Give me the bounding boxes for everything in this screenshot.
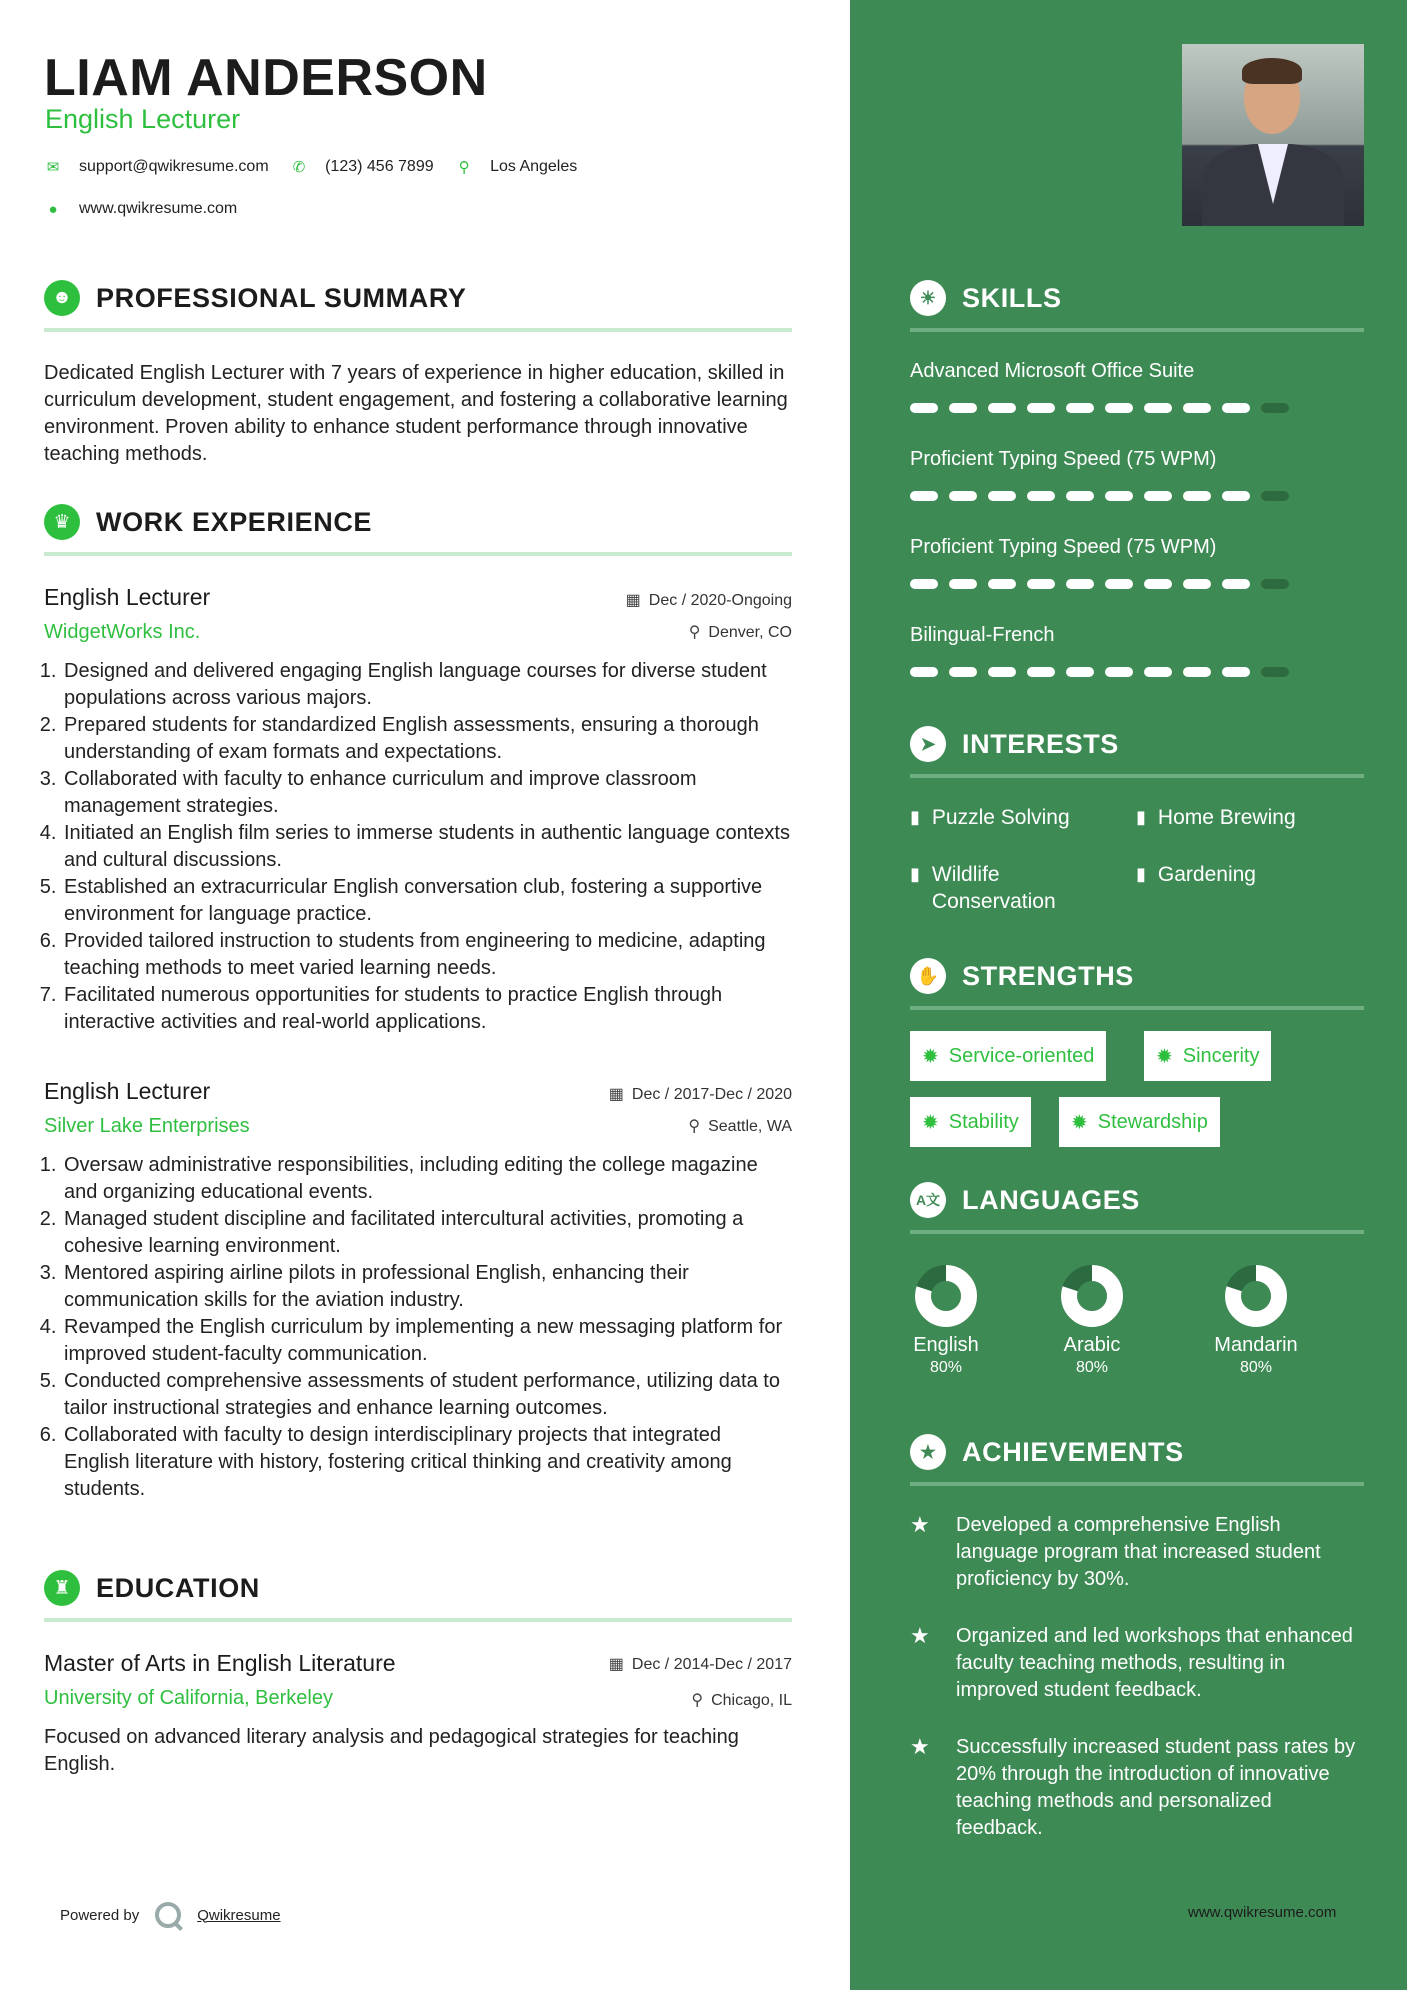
- skill-dash: [1027, 491, 1055, 501]
- interest-item: ▮ Wildlife Conservation: [910, 863, 1056, 913]
- contact-row: [45, 158, 805, 177]
- achievement-text: Successfully increased student pass rates by 20% through the introduction of innovative teaching methods and personalized feedback.: [956, 1736, 1356, 1839]
- skill-dash: [988, 667, 1016, 677]
- list-item: 5. Established an extracurricular English conversation club, fostering a supportive environment for language practice.: [62, 874, 792, 928]
- list-item: 2. Prepared students for standardized English assessments, ensuring a thorough understanding of exam formats and expectations.: [62, 712, 792, 766]
- skill-item: [910, 448, 1364, 536]
- skill-dash: [1261, 491, 1289, 501]
- skill-dash: [1027, 403, 1055, 413]
- summary-section: [44, 276, 792, 468]
- contact-website[interactable]: [45, 200, 237, 218]
- envelope-icon: ✉: [46, 159, 60, 176]
- user-icon: ☻: [44, 280, 80, 316]
- candidate-name: LIAM ANDERSON: [44, 49, 488, 107]
- language-percent: 80%: [1239, 1359, 1273, 1376]
- skill-level-bar: [910, 491, 1364, 501]
- language-name: Arabic: [1063, 1334, 1121, 1356]
- divider: [910, 1006, 1364, 1010]
- book-icon: ▮: [1136, 864, 1146, 884]
- skill-name: Proficient Typing Speed (75 WPM): [910, 536, 1217, 558]
- skill-dash: [1027, 667, 1055, 677]
- job-company: Silver Lake Enterprises: [44, 1115, 250, 1137]
- sidebar: [850, 0, 1407, 1990]
- languages-title: LANGUAGES: [962, 1184, 1140, 1215]
- paper-plane-icon: ➤: [910, 726, 946, 762]
- skill-dash: [1066, 667, 1094, 677]
- calendar-icon: ▦: [625, 592, 641, 609]
- job-location: ⚲ Seattle, WA: [688, 1118, 792, 1135]
- skill-dash: [1183, 579, 1211, 589]
- pin-icon: ⚲: [691, 1692, 704, 1709]
- skill-item: [910, 624, 1364, 712]
- interest-item: ▮ Puzzle Solving: [910, 806, 1070, 829]
- skill-name: Proficient Typing Speed (75 WPM): [910, 448, 1217, 470]
- shooting-star-icon: ★: [910, 1734, 930, 1759]
- divider: [910, 774, 1364, 778]
- language-name: English: [913, 1334, 979, 1356]
- skill-level-bar: [910, 579, 1364, 589]
- brand-link[interactable]: Qwikresume: [197, 1906, 281, 1924]
- summary-text: Dedicated English Lecturer with 7 years of experience in higher education, skilled in curriculum development, student engagement, and fostering a collaborative learning environment. Proven ability to enhance student performance through innovative teaching methods.: [44, 362, 788, 465]
- education-location: ⚲ Chicago, IL: [691, 1692, 792, 1709]
- experience-title: WORK EXPERIENCE: [96, 506, 373, 537]
- skill-dash: [1066, 579, 1094, 589]
- shooting-star-icon: ★: [910, 1512, 930, 1537]
- map-pin-icon: ⚲: [458, 159, 470, 176]
- skill-dash: [1183, 403, 1211, 413]
- list-item: 6. Provided tailored instruction to students from engineering to medicine, adapting teaching methods to meet varied learning needs.: [62, 928, 792, 982]
- achievement-text: Developed a comprehensive English language program that increased student proficiency by 30%.: [956, 1514, 1321, 1590]
- job-title: English Lecturer: [44, 584, 211, 610]
- globe-icon: ●: [48, 200, 58, 218]
- job-date: ▦ Dec / 2020-Ongoing: [625, 592, 792, 609]
- list-item: 3. Collaborated with faculty to enhance curriculum and improve classroom management strategies.: [62, 766, 792, 820]
- graduation-icon: ♜: [44, 1570, 80, 1606]
- job-title: English Lecturer: [44, 1078, 211, 1104]
- shooting-star-icon: ★: [910, 1623, 930, 1648]
- experience-section: [44, 500, 792, 1503]
- badge-icon: ✹: [1156, 1045, 1173, 1068]
- skill-dash: [1105, 491, 1133, 501]
- skill-dash: [1066, 403, 1094, 413]
- language-percent: 80%: [929, 1359, 963, 1376]
- divider: [44, 1618, 792, 1622]
- strength-tag: ✹ Service-oriented: [910, 1031, 1106, 1081]
- contact-email[interactable]: [45, 158, 269, 176]
- list-item: 7. Facilitated numerous opportunities for students to practice English through interactive activities and real-world applications.: [62, 982, 792, 1036]
- interest-item: ▮ Home Brewing: [1136, 806, 1296, 829]
- list-item: 2. Managed student discipline and facilitated intercultural activities, promoting a cohesive learning environment.: [62, 1206, 792, 1260]
- email-text: support@qwikresume.com: [79, 158, 269, 175]
- badge-icon: ✹: [922, 1045, 939, 1068]
- skill-name: Bilingual-French: [910, 624, 1055, 646]
- interest-item: ▮ Gardening: [1136, 863, 1256, 886]
- skill-dash: [949, 667, 977, 677]
- powered-by-text: Powered by: [60, 1906, 140, 1924]
- skill-dash: [988, 579, 1016, 589]
- skill-dash: [910, 579, 938, 589]
- location-text: Los Angeles: [490, 158, 578, 175]
- skill-dash: [988, 491, 1016, 501]
- badge-icon: ✹: [1071, 1111, 1088, 1134]
- skill-dash: [1144, 667, 1172, 677]
- skill-dash: [1144, 579, 1172, 589]
- job-bullets: [44, 1152, 792, 1503]
- skill-level-bar: [910, 403, 1364, 413]
- skill-dash: [1144, 403, 1172, 413]
- education-entry: [44, 1650, 792, 1778]
- skill-dash: [1144, 491, 1172, 501]
- powered-by: [60, 1902, 281, 1928]
- language-item: [1201, 1264, 1311, 1377]
- skills-list: [910, 360, 1364, 712]
- list-item: 5. Conducted comprehensive assessments of student performance, utilizing data to tailor instructional strategies and enhance learning outcomes.: [62, 1368, 792, 1422]
- language-icon: A文: [910, 1182, 946, 1218]
- job-company: WidgetWorks Inc.: [44, 621, 201, 643]
- phone-text: (123) 456 7899: [325, 158, 434, 175]
- job-bullets: [44, 658, 792, 1036]
- profile-photo: [1182, 44, 1364, 226]
- achievement-item: [910, 1512, 1364, 1593]
- candidate-role: English Lecturer: [45, 104, 241, 134]
- skill-dash: [1183, 491, 1211, 501]
- education-title: EDUCATION: [96, 1572, 260, 1603]
- skill-dash: [1222, 403, 1250, 413]
- skill-item: [910, 360, 1364, 448]
- skill-dash: [1105, 667, 1133, 677]
- skill-level-bar: [910, 667, 1364, 677]
- chair-icon: ♛: [44, 504, 80, 540]
- divider: [44, 328, 792, 332]
- achievements-title: ACHIEVEMENTS: [962, 1436, 1184, 1467]
- education-section: [44, 1566, 792, 1778]
- strength-tag: ✹ Sincerity: [1144, 1031, 1271, 1081]
- skill-dash: [910, 491, 938, 501]
- skill-dash: [1222, 579, 1250, 589]
- website-text: www.qwikresume.com: [79, 200, 238, 217]
- book-icon: ▮: [910, 807, 920, 827]
- skill-dash: [910, 667, 938, 677]
- language-donut: [914, 1264, 978, 1328]
- strengths-title: STRENGTHS: [962, 960, 1134, 991]
- education-date: ▦ Dec / 2014-Dec / 2017: [608, 1656, 792, 1673]
- language-donut: [1224, 1264, 1288, 1328]
- strengths-section: [910, 954, 1364, 1010]
- strength-tag: ✹ Stewardship: [1059, 1097, 1220, 1147]
- school: University of California, Berkeley: [44, 1687, 333, 1709]
- star-badge-icon: ★: [910, 1434, 946, 1470]
- interests-section: [910, 722, 1364, 778]
- divider: [44, 552, 792, 556]
- skill-item: [910, 536, 1364, 624]
- phone-icon: ✆: [292, 159, 306, 176]
- book-icon: ▮: [1136, 807, 1146, 827]
- skill-dash: [910, 403, 938, 413]
- calendar-icon: ▦: [608, 1656, 624, 1673]
- skill-name: Advanced Microsoft Office Suite: [910, 360, 1195, 382]
- skill-dash: [1105, 403, 1133, 413]
- qwikresume-logo-icon: [155, 1902, 181, 1928]
- degree: Master of Arts in English Literature: [44, 1650, 396, 1676]
- achievement-text: Organized and led workshops that enhanced faculty teaching methods, resulting in improved student feedback.: [956, 1625, 1353, 1701]
- list-item: 1. Oversaw administrative responsibilities, including editing the college magazine and organizing educational events.: [62, 1152, 792, 1206]
- achievements-section: [910, 1430, 1364, 1486]
- skill-dash: [1222, 667, 1250, 677]
- job-location: ⚲ Denver, CO: [688, 624, 792, 641]
- footer-site[interactable]: www.qwikresume.com: [1188, 1904, 1337, 1921]
- skill-dash: [949, 403, 977, 413]
- job-entry: [44, 1078, 792, 1503]
- calendar-icon: ▦: [608, 1086, 624, 1103]
- achievement-item: [910, 1623, 1364, 1704]
- contact-location: [456, 158, 577, 176]
- achievement-item: [910, 1734, 1364, 1842]
- skill-dash: [1027, 579, 1055, 589]
- skills-section: [910, 276, 1364, 712]
- list-item: 3. Mentored aspiring airline pilots in professional English, enhancing their communication skills for the aviation industry.: [62, 1260, 792, 1314]
- skill-dash: [1261, 403, 1289, 413]
- job-date: ▦ Dec / 2017-Dec / 2020: [608, 1086, 792, 1103]
- pin-icon: ⚲: [688, 1118, 701, 1135]
- skill-dash: [988, 403, 1016, 413]
- skills-title: SKILLS: [962, 282, 1062, 313]
- skill-dash: [949, 491, 977, 501]
- language-item: [891, 1264, 1001, 1377]
- interests-title: INTERESTS: [962, 728, 1119, 759]
- skill-dash: [1183, 667, 1211, 677]
- summary-title: PROFESSIONAL SUMMARY: [96, 282, 467, 313]
- lightbulb-icon: ☀: [910, 280, 946, 316]
- languages-section: [910, 1178, 1364, 1234]
- job-entry: [44, 584, 792, 1036]
- list-item: 6. Collaborated with faculty to design interdisciplinary projects that integrated English literature with history, fostering critical thinking and creativity among students.: [62, 1422, 792, 1503]
- list-item: 4. Initiated an English film series to immerse students in authentic language contexts and cultural discussions.: [62, 820, 792, 874]
- skill-dash: [1105, 579, 1133, 589]
- divider: [910, 1482, 1364, 1486]
- divider: [910, 1230, 1364, 1234]
- education-text: Focused on advanced literary analysis and pedagogical strategies for teaching English.: [44, 1726, 739, 1775]
- language-donut: [1060, 1264, 1124, 1328]
- skill-dash: [1066, 491, 1094, 501]
- language-name: Mandarin: [1214, 1334, 1298, 1356]
- skill-dash: [949, 579, 977, 589]
- skill-dash: [1261, 667, 1289, 677]
- language-item: [1037, 1264, 1147, 1377]
- divider: [910, 328, 1364, 332]
- skill-dash: [1222, 491, 1250, 501]
- fist-icon: ✋: [910, 958, 946, 994]
- badge-icon: ✹: [922, 1111, 939, 1134]
- pin-icon: ⚲: [688, 624, 701, 641]
- list-item: 1. Designed and delivered engaging English language courses for diverse student populations across various majors.: [62, 658, 792, 712]
- book-icon: ▮: [910, 864, 920, 884]
- list-item: 4. Revamped the English curriculum by implementing a new messaging platform for improved student-faculty communication.: [62, 1314, 792, 1368]
- language-percent: 80%: [1075, 1359, 1109, 1376]
- skill-dash: [1261, 579, 1289, 589]
- contact-phone[interactable]: [291, 158, 434, 176]
- strength-tag: ✹ Stability: [910, 1097, 1031, 1147]
